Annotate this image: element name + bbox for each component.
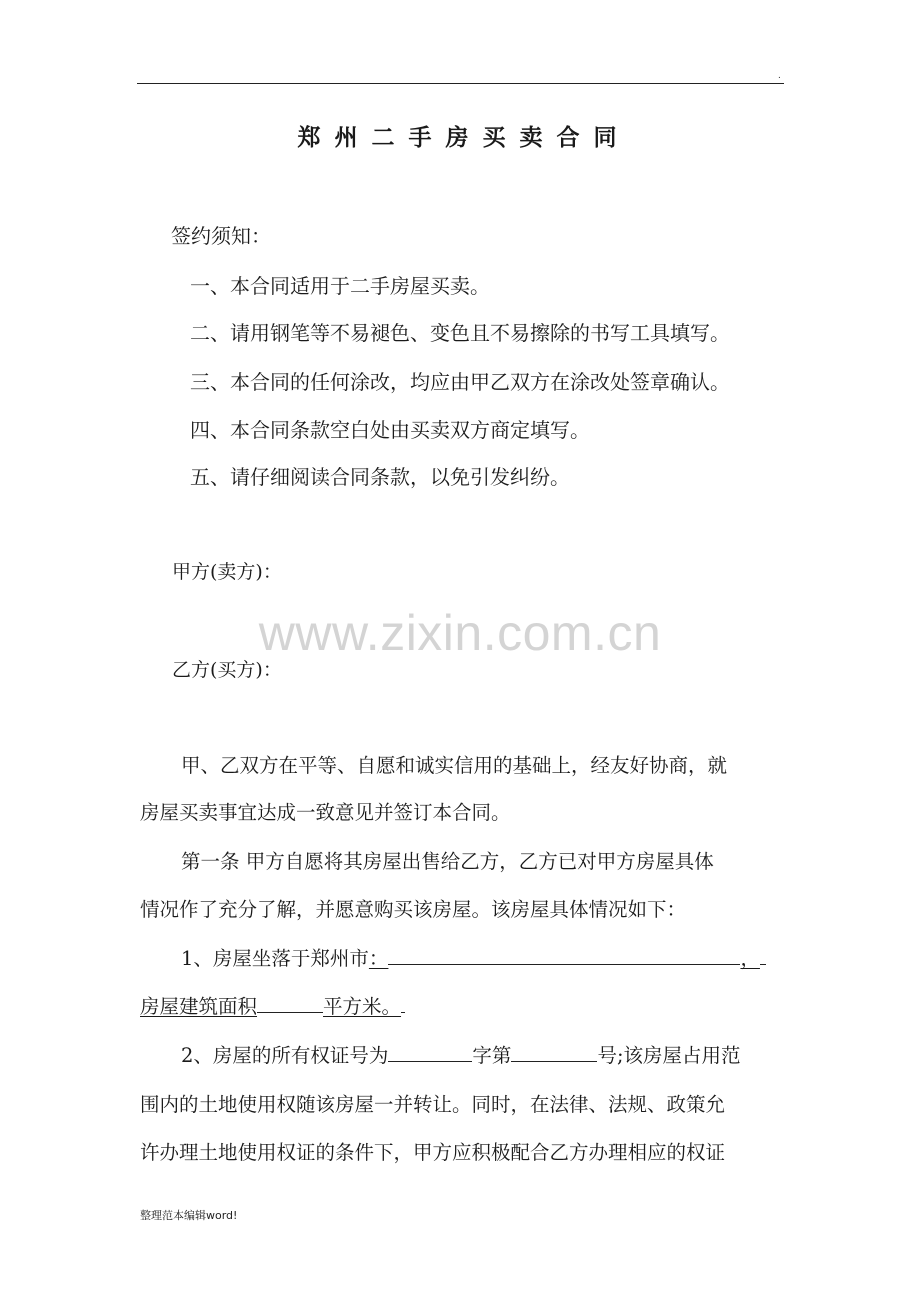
item-2-line: 许办理土地使用权证的条件下，甲方应积极配合乙方办理相应的权证 [140,1141,726,1164]
item-1-location [181,943,766,971]
item-2-line: 围内的土地使用权随该房屋一并转让。同时，在法律、法规、政策允 [140,1093,726,1116]
item-2-mid: 字第 [472,1044,512,1067]
item-1-prefix: 1、房屋坐落于郑州市 [181,947,369,970]
buyer-label: 乙方(买方)： [172,659,282,681]
intro-line: 房屋买卖事宜达成一致意见并签订本合同。 [140,801,511,824]
seller-label: 甲方(卖方)： [172,561,282,583]
item-1-area [140,991,405,1019]
intro-line: 甲、乙双方在平等、自愿和诚实信用的基础上，经友好协商，就 [181,754,728,777]
header-mark: . [778,70,781,81]
item-2-prefix: 2、房屋的所有权证号为 [181,1044,389,1067]
header-rule [137,83,784,84]
cert-word-blank[interactable] [388,1043,472,1062]
notice-item: 三、本合同的任何涂改，均应由甲乙双方在涂改处签章确认。 [190,370,730,394]
footer-note: 整理范本编辑word! [140,1209,238,1222]
document-title: 郑州二手房买卖合同 [297,125,631,151]
location-blank[interactable] [388,946,740,965]
area-unit: 平方米。 [323,995,402,1018]
notice-item: 五、请仔细阅读合同条款，以免引发纠纷。 [190,465,570,489]
notice-item: 二、请用钢笔等不易褪色、变色且不易擦除的书写工具填写。 [190,321,730,345]
blank-tail [760,946,766,965]
watermark: www.zixin.com.cn [258,605,662,661]
item-1-comma: ， [740,947,760,970]
notice-item: 一、本合同适用于二手房屋买卖。 [190,274,490,298]
item-2-cert [181,1040,741,1068]
article-1-line: 情况作了充分了解，并愿意购买该房屋。该房屋具体情况如下： [140,898,687,921]
item-2-suffix: 号;该房屋占用范 [597,1044,741,1067]
area-label: 房屋建筑面积 [140,995,258,1018]
area-blank[interactable] [257,994,323,1013]
notice-heading: 签约须知： [171,224,271,248]
cert-number-blank[interactable] [511,1043,597,1062]
notice-item: 四、本合同条款空白处由买卖双方商定填写。 [190,418,590,442]
item-1-colon: ： [368,947,389,970]
article-1-line: 第一条 甲方自愿将其房屋出售给乙方，乙方已对甲方房屋具体 [181,850,714,873]
blank-tail [401,994,405,1013]
